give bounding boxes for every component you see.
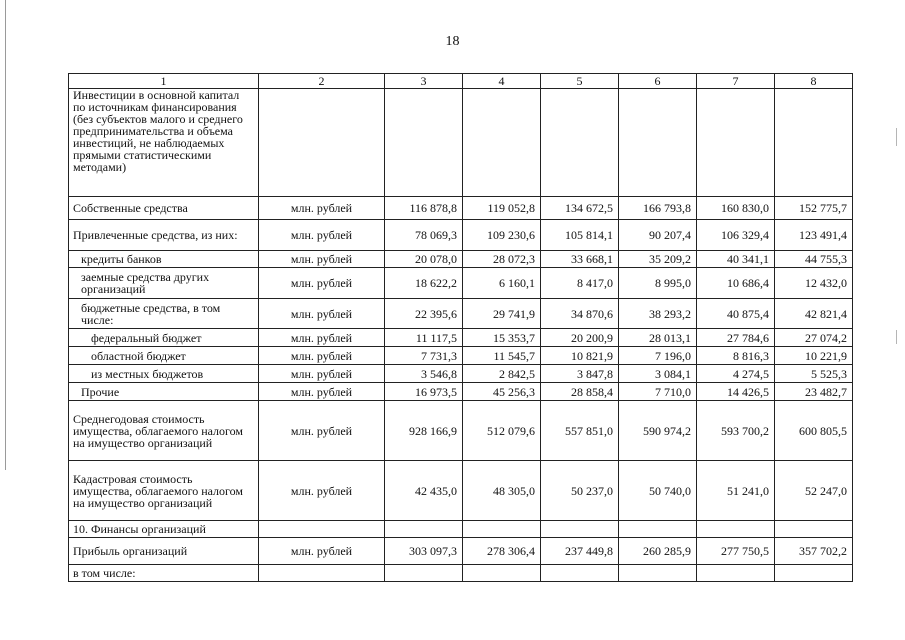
value-cell: 40 875,4 [697,299,775,329]
value-cell: 78 069,3 [385,220,463,251]
row-label: Кадастровая стоимость имущества, облагаемого налогом на имущество организаций [69,461,259,521]
value-cell [463,521,541,538]
value-cell: 10 686,4 [697,268,775,299]
row-label: Прочие [69,383,259,401]
value-cell: 52 247,0 [775,461,853,521]
table-row [69,220,853,251]
scan-mark [896,128,897,146]
value-cell [775,89,853,197]
row-unit [259,565,385,582]
value-cell: 134 672,5 [541,197,619,220]
row-label: Собственные средства [69,197,259,220]
value-cell: 3 546,8 [385,365,463,383]
value-cell [775,565,853,582]
value-cell: 600 805,5 [775,401,853,461]
table-row [69,401,853,461]
value-cell: 7 731,3 [385,347,463,365]
value-cell: 42 435,0 [385,461,463,521]
value-cell: 27 074,2 [775,329,853,347]
value-cell: 50 237,0 [541,461,619,521]
value-cell: 38 293,2 [619,299,697,329]
value-cell: 303 097,3 [385,538,463,565]
value-cell: 278 306,4 [463,538,541,565]
row-unit [259,521,385,538]
value-cell: 109 230,6 [463,220,541,251]
table-row [69,251,853,268]
investment-finance-table [68,73,853,582]
row-unit: млн. рублей [259,401,385,461]
header-cell: 3 [385,74,463,89]
table-row [69,521,853,538]
value-cell [385,89,463,197]
row-unit: млн. рублей [259,347,385,365]
value-cell: 277 750,5 [697,538,775,565]
header-cell: 2 [259,74,385,89]
value-cell [619,565,697,582]
value-cell: 20 200,9 [541,329,619,347]
row-label: Привлеченные средства, из них: [69,220,259,251]
row-unit: млн. рублей [259,268,385,299]
header-cell: 8 [775,74,853,89]
value-cell: 3 847,8 [541,365,619,383]
row-label: кредиты банков [69,251,259,268]
value-cell [385,565,463,582]
table-row [69,347,853,365]
value-cell: 7 710,0 [619,383,697,401]
table-row [69,461,853,521]
value-cell [697,565,775,582]
table-row [69,329,853,347]
table-row [69,538,853,565]
value-cell: 11 117,5 [385,329,463,347]
value-cell [697,89,775,197]
value-cell: 3 084,1 [619,365,697,383]
column-number-header [69,74,853,89]
row-unit: млн. рублей [259,461,385,521]
row-label: Прибыль организаций [69,538,259,565]
row-label: заемные средства других организаций [69,268,259,299]
header-cell: 1 [69,74,259,89]
row-unit: млн. рублей [259,383,385,401]
row-unit: млн. рублей [259,365,385,383]
value-cell: 27 784,6 [697,329,775,347]
value-cell: 105 814,1 [541,220,619,251]
scan-mark [896,330,897,344]
value-cell: 28 072,3 [463,251,541,268]
row-label: бюджетные средства, в том числе: [69,299,259,329]
value-cell [463,565,541,582]
value-cell: 2 842,5 [463,365,541,383]
value-cell: 90 207,4 [619,220,697,251]
value-cell: 28 858,4 [541,383,619,401]
row-label: федеральный бюджет [69,329,259,347]
page-number: 18 [445,34,460,49]
value-cell: 6 160,1 [463,268,541,299]
value-cell [541,565,619,582]
value-cell [619,521,697,538]
header-cell: 6 [619,74,697,89]
value-cell: 33 668,1 [541,251,619,268]
value-cell: 237 449,8 [541,538,619,565]
value-cell: 8 816,3 [697,347,775,365]
row-label: из местных бюджетов [69,365,259,383]
row-label: в том числе: [69,565,259,582]
row-unit: млн. рублей [259,197,385,220]
value-cell: 12 432,0 [775,268,853,299]
value-cell: 15 353,7 [463,329,541,347]
row-unit: млн. рублей [259,329,385,347]
value-cell [697,521,775,538]
value-cell: 123 491,4 [775,220,853,251]
value-cell: 166 793,8 [619,197,697,220]
row-unit: млн. рублей [259,220,385,251]
table-row [69,268,853,299]
row-unit: млн. рублей [259,538,385,565]
value-cell [619,89,697,197]
value-cell: 152 775,7 [775,197,853,220]
table-row [69,365,853,383]
header-cell: 5 [541,74,619,89]
row-label: 10. Финансы организаций [69,521,259,538]
value-cell: 557 851,0 [541,401,619,461]
value-cell: 590 974,2 [619,401,697,461]
value-cell: 357 702,2 [775,538,853,565]
value-cell [775,521,853,538]
value-cell: 23 482,7 [775,383,853,401]
value-cell: 593 700,2 [697,401,775,461]
value-cell: 34 870,6 [541,299,619,329]
value-cell: 116 878,8 [385,197,463,220]
table-row [69,89,853,197]
table-row [69,299,853,329]
value-cell: 20 078,0 [385,251,463,268]
value-cell: 11 545,7 [463,347,541,365]
header-cell: 4 [463,74,541,89]
value-cell [541,521,619,538]
row-unit [259,89,385,197]
value-cell: 512 079,6 [463,401,541,461]
value-cell: 18 622,2 [385,268,463,299]
value-cell: 928 166,9 [385,401,463,461]
value-cell: 106 329,4 [697,220,775,251]
value-cell: 44 755,3 [775,251,853,268]
row-label: Среднегодовая стоимость имущества, облагаемого налогом на имущество организаций [69,401,259,461]
value-cell: 50 740,0 [619,461,697,521]
value-cell: 14 426,5 [697,383,775,401]
value-cell: 45 256,3 [463,383,541,401]
value-cell: 40 341,1 [697,251,775,268]
value-cell: 51 241,0 [697,461,775,521]
value-cell [541,89,619,197]
value-cell: 8 995,0 [619,268,697,299]
value-cell: 160 830,0 [697,197,775,220]
value-cell [463,89,541,197]
value-cell: 10 821,9 [541,347,619,365]
table-row [69,565,853,582]
value-cell: 29 741,9 [463,299,541,329]
value-cell: 22 395,6 [385,299,463,329]
value-cell: 10 221,9 [775,347,853,365]
row-unit: млн. рублей [259,299,385,329]
value-cell: 7 196,0 [619,347,697,365]
table-row [69,383,853,401]
table-row [69,197,853,220]
value-cell [385,521,463,538]
value-cell: 35 209,2 [619,251,697,268]
value-cell: 28 013,1 [619,329,697,347]
value-cell: 16 973,5 [385,383,463,401]
row-label: областной бюджет [69,347,259,365]
left-margin-rule [5,0,6,470]
value-cell: 4 274,5 [697,365,775,383]
value-cell: 5 525,3 [775,365,853,383]
row-label: Инвестиции в основной капитал по источникам финансирования (без субъектов малого и среднего предпринимательства и объема инвестиций, не наблюдаемых прямыми статистическими методами) [69,89,259,197]
header-cell: 7 [697,74,775,89]
value-cell: 8 417,0 [541,268,619,299]
value-cell: 48 305,0 [463,461,541,521]
value-cell: 42 821,4 [775,299,853,329]
value-cell: 119 052,8 [463,197,541,220]
row-unit: млн. рублей [259,251,385,268]
value-cell: 260 285,9 [619,538,697,565]
